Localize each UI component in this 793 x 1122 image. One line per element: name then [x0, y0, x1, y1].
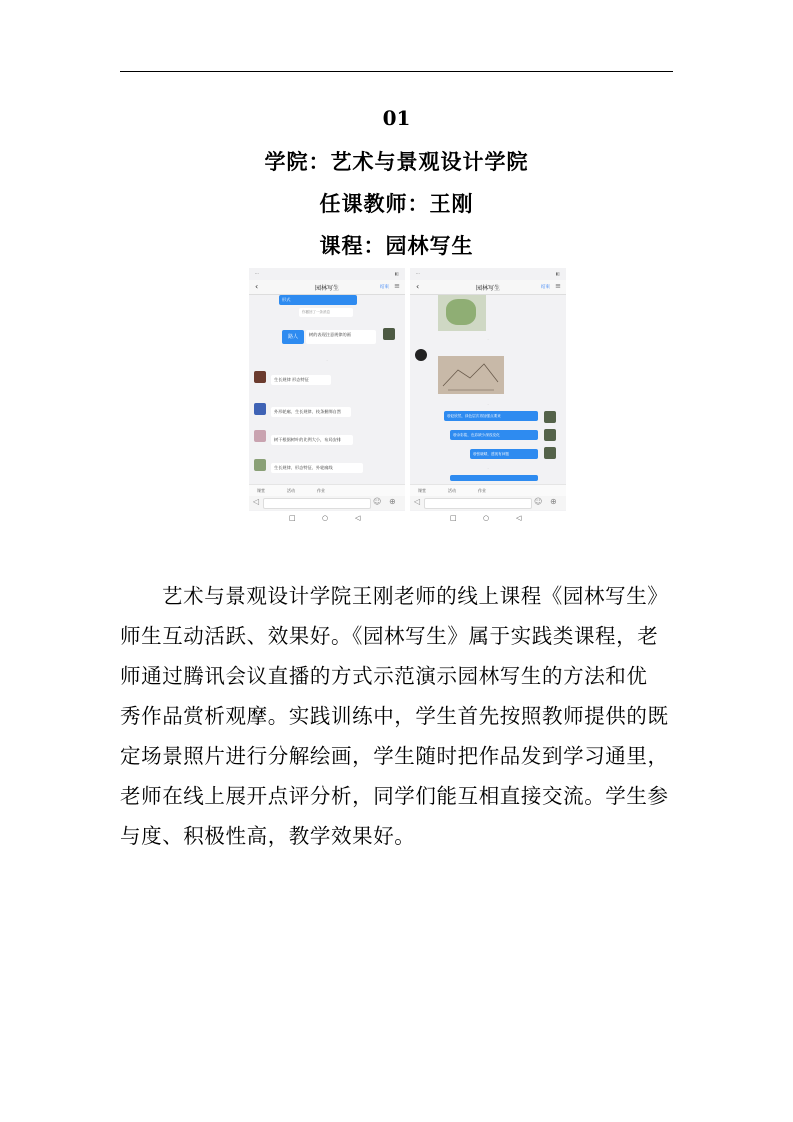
message-bubble: @余彩铭，色彩缺少深浅变化: [450, 430, 538, 440]
timestamp: ·: [487, 338, 489, 342]
avatar: [544, 411, 556, 423]
status-bar: ··· ▮▯: [416, 271, 560, 276]
body-line: 艺术与景观设计学院王刚老师的线上课程《园林写生》: [162, 584, 669, 608]
teacher-title: 任课教师：王刚: [319, 192, 474, 216]
menu-icon: ≡: [394, 282, 400, 290]
chat-screenshot-right: [410, 268, 566, 526]
home-icon[interactable]: ○: [322, 514, 329, 522]
timestamp: ·: [326, 359, 328, 363]
chat-toolbar: [410, 484, 566, 496]
toolbar-item[interactable]: 活动: [287, 488, 295, 493]
message-bubble: @张晓晴，透视有问题: [470, 449, 538, 459]
body-line: 与度、积极性高，教学效果好。: [120, 824, 416, 848]
body-line: 定场景照片进行分解绘画，学生随时把作品发到学习通里，: [120, 744, 669, 768]
body-paragraph: [120, 576, 675, 856]
message-bubble: 树的表现注意规律的画: [306, 330, 376, 344]
message-input[interactable]: [424, 498, 532, 509]
recent-apps-icon[interactable]: □: [450, 514, 457, 522]
message-list: [249, 295, 405, 484]
chat-title: 园林写生: [475, 285, 500, 292]
message-bubble: [450, 475, 538, 481]
message-bubble: 生长规律 形态特征: [271, 375, 331, 385]
avatar: [254, 403, 266, 415]
system-nav-bar: [249, 511, 405, 526]
sketch-lines: [438, 356, 504, 394]
message-bubble: @赵欣然，绿色层次再加强点要来: [444, 411, 538, 421]
toolbar-item[interactable]: 活动: [448, 488, 456, 493]
badge-bubble: 路人: [282, 330, 304, 344]
end-label: 结束: [541, 285, 550, 290]
menu-icon: ≡: [555, 282, 561, 290]
message-list: [410, 295, 566, 484]
body-line: 老师在线上展开点评分析，同学们能互相直接交流。学生参: [120, 784, 669, 808]
chat-titlebar: [410, 280, 566, 295]
avatar: [254, 371, 266, 383]
timestamp: ·: [487, 403, 489, 407]
message-bubble: 树干根据树叶的比例大小，布局安排: [271, 435, 353, 445]
message-bubble: 形式: [279, 295, 357, 305]
body-line: 秀作品赏析观摩。实践训练中，学生首先按照教师提供的既: [120, 704, 669, 728]
back-icon: ‹: [416, 282, 420, 291]
plus-icon[interactable]: ⊕: [389, 497, 396, 506]
plus-icon[interactable]: ⊕: [550, 497, 557, 506]
toolbar-item[interactable]: 作业: [317, 488, 325, 493]
college-title: 学院：艺术与景观设计学院: [264, 150, 529, 174]
body-line: 师生互动活跃、效果好。《园林写生》属于实践类课程，老: [120, 624, 659, 648]
avatar: [415, 349, 427, 361]
input-bar: [249, 496, 405, 510]
emoji-icon[interactable]: ☺: [534, 497, 543, 506]
section-number: 01: [382, 106, 411, 130]
message-input[interactable]: [263, 498, 371, 509]
message-bubble: 你撤回了一条消息: [299, 308, 353, 317]
toolbar-item[interactable]: 课堂: [418, 488, 426, 493]
avatar: [383, 328, 395, 340]
emoji-icon[interactable]: ☺: [373, 497, 382, 506]
chat-titlebar: [249, 280, 405, 295]
header-rule: [120, 71, 673, 72]
artwork-photo: [438, 295, 486, 331]
chat-toolbar: [249, 484, 405, 496]
message-bubble: 生长规律、形态特征、外轮廓线: [271, 463, 363, 473]
toolbar-item[interactable]: 课堂: [257, 488, 265, 493]
voice-icon[interactable]: ◁: [253, 497, 260, 506]
avatar: [254, 430, 266, 442]
avatar: [544, 429, 556, 441]
system-nav-bar: [410, 511, 566, 526]
chat-title: 园林写生: [314, 285, 339, 292]
end-label: 结束: [380, 285, 389, 290]
chat-screenshot-left: [249, 268, 405, 526]
timestamp: ·: [487, 467, 489, 471]
input-bar: [410, 496, 566, 510]
voice-icon[interactable]: ◁: [414, 497, 421, 506]
course-title: 课程：园林写生: [319, 234, 474, 258]
toolbar-item[interactable]: 作业: [478, 488, 486, 493]
message-bubble: 外形轮廓、生长规律、枝条捆绑自然: [271, 407, 351, 417]
home-icon[interactable]: ○: [483, 514, 490, 522]
back-nav-icon[interactable]: ◁: [516, 514, 522, 522]
body-line: 师通过腾讯会议直播的方式示范演示园林写生的方法和优: [120, 664, 648, 688]
back-nav-icon[interactable]: ◁: [355, 514, 361, 522]
sketch-photo: [438, 356, 504, 394]
back-icon: ‹: [255, 282, 259, 291]
recent-apps-icon[interactable]: □: [289, 514, 296, 522]
avatar: [254, 459, 266, 471]
status-bar: ··· ▮▯: [255, 271, 399, 276]
avatar: [544, 447, 556, 459]
